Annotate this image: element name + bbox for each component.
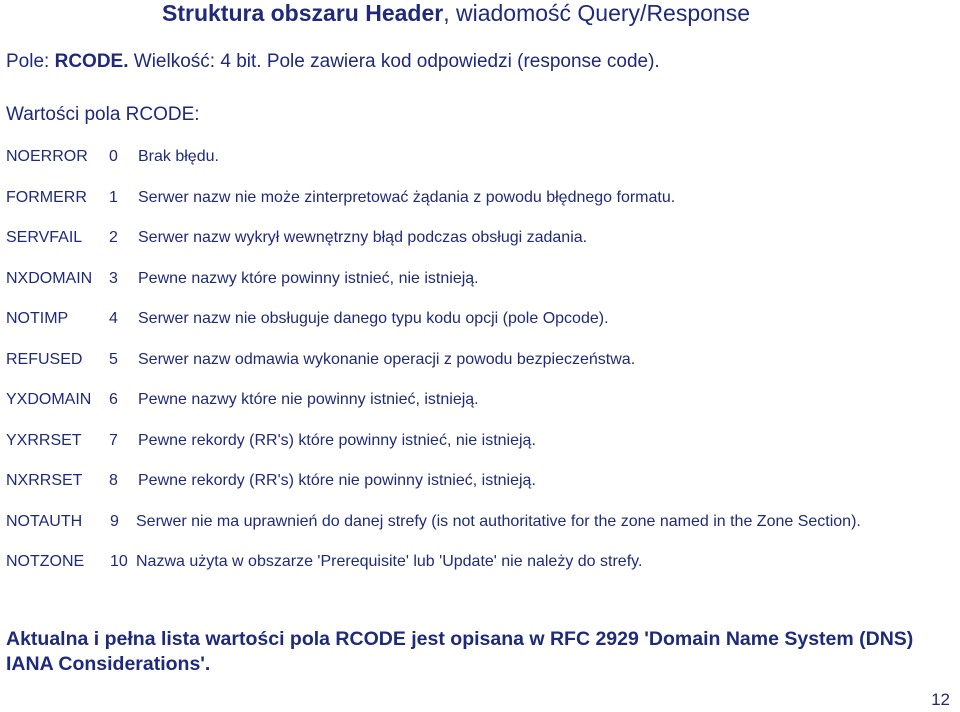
rcode-row	[6, 512, 956, 553]
rcode-name: SERVFAIL	[6, 229, 83, 246]
rcode-value: 6	[109, 391, 118, 408]
rcode-value: 0	[109, 148, 118, 165]
field-description	[6, 50, 660, 74]
rcode-row	[6, 309, 956, 350]
rcode-value: 4	[109, 310, 118, 327]
rcode-description: Serwer nazw nie może zinterpretować żądania z powodu błędnego formatu.	[138, 188, 676, 206]
rfc-reference-note: Aktualna i pełna lista wartości pola RCODE jest opisana w RFC 2929 'Domain Name System (DNS) IANA Considerations'.	[6, 628, 914, 675]
slide-title-sub: , wiadomość Query/Response	[443, 0, 751, 26]
rcode-name: REFUSED	[6, 350, 83, 368]
field-name: RCODE.	[54, 51, 129, 72]
rcode-row	[6, 350, 956, 391]
field-prefix: Pole:	[6, 51, 55, 72]
rcode-name: NOTAUTH	[6, 512, 83, 530]
rcode-description: Pewne rekordy (RR's) które powinny istnieć, nie istnieją.	[138, 431, 536, 449]
rcode-value: 9	[110, 512, 119, 530]
rcode-row	[6, 471, 956, 512]
rcode-name: YXRRSET	[6, 431, 82, 449]
rcode-value: 7	[109, 431, 118, 449]
page-number: 12	[931, 690, 950, 709]
rcode-description: Serwer nazw odmawia wykonanie operacji z powodu bezpieczeństwa.	[138, 350, 636, 368]
rcode-row	[6, 552, 956, 593]
rcode-name: NXRRSET	[6, 472, 83, 489]
field-details: Wielkość: 4 bit. Pole zawiera kod odpowiedzi (response code).	[128, 51, 660, 72]
rcode-row	[6, 188, 956, 229]
rcode-row	[6, 269, 956, 310]
rcode-name: FORMERR	[6, 188, 87, 206]
rcode-row	[6, 147, 956, 188]
values-heading: Wartości pola RCODE:	[6, 104, 200, 125]
rcode-name: YXDOMAIN	[6, 391, 92, 408]
rcode-name: NOTIMP	[6, 310, 69, 327]
rcode-row	[6, 390, 956, 431]
rcode-value: 8	[109, 472, 118, 489]
rcode-description: Nazwa użyta w obszarze 'Prerequisite' lub 'Update' nie należy do strefy.	[136, 553, 643, 570]
rcode-value: 1	[109, 188, 118, 206]
rcode-value: 5	[109, 350, 118, 368]
rcode-list	[6, 147, 956, 593]
rcode-name: NOTZONE	[6, 553, 85, 570]
rcode-description: Brak błędu.	[138, 148, 219, 165]
rcode-description: Pewne rekordy (RR's) które nie powinny istnieć, istnieją.	[138, 472, 536, 489]
rcode-description: Serwer nazw nie obsługuje danego typu kodu opcji (pole Opcode).	[138, 310, 609, 327]
rcode-row	[6, 228, 956, 269]
rcode-description: Pewne nazwy które powinny istnieć, nie istnieją.	[138, 269, 479, 287]
slide-title	[162, 0, 750, 27]
rcode-row	[6, 431, 956, 472]
slide-title-main: Struktura obszaru Header	[162, 0, 444, 26]
rcode-name: NXDOMAIN	[6, 269, 93, 287]
rcode-value: 3	[109, 269, 118, 287]
rcode-description: Serwer nazw wykrył wewnętrzny błąd podczas obsługi zadania.	[138, 229, 588, 246]
rcode-value: 2	[109, 229, 118, 246]
rcode-value: 10	[110, 553, 128, 570]
rcode-description: Serwer nie ma uprawnień do danej strefy (is not authoritative for the zone named in the Zone Section).	[136, 512, 861, 530]
rcode-name: NOERROR	[6, 148, 88, 165]
rcode-description: Pewne nazwy które nie powinny istnieć, istnieją.	[138, 391, 479, 408]
